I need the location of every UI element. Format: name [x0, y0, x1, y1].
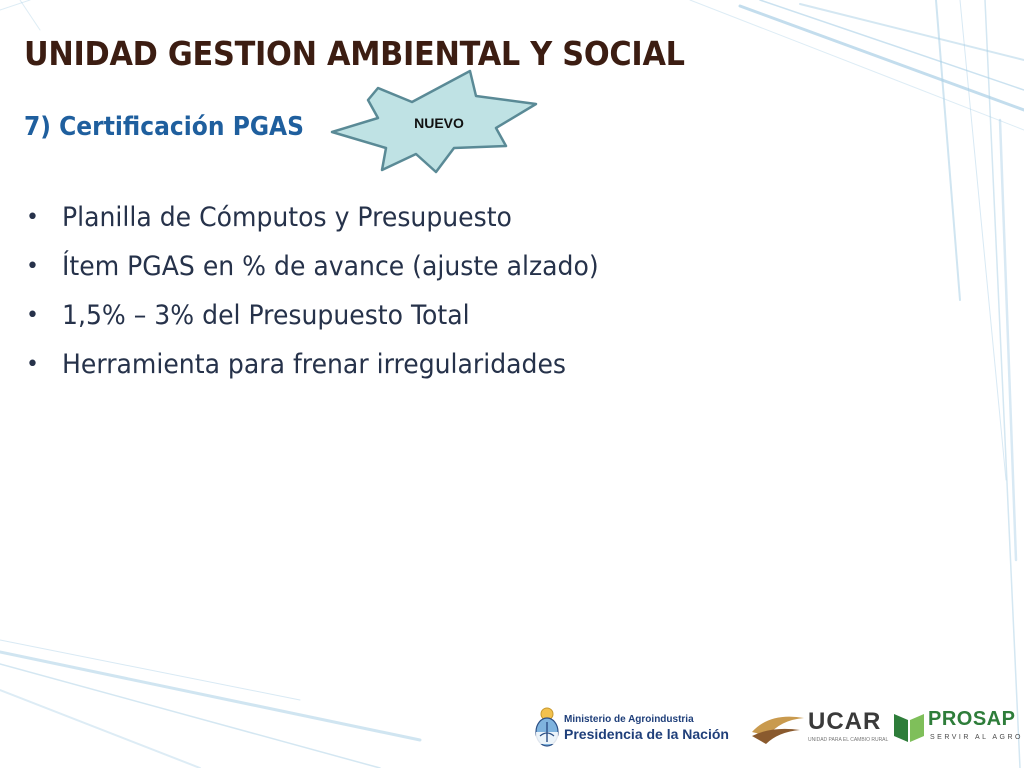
list-item	[24, 343, 639, 392]
footer-logos	[534, 704, 1023, 754]
new-badge	[330, 68, 540, 178]
prosap-tagline: SERVIR AL AGRO	[930, 734, 1023, 741]
slide-subtitle: 7) Certificación PGAS	[24, 112, 305, 142]
prosap-leaf-icon	[894, 710, 924, 742]
bullet-list	[24, 196, 639, 392]
ucar-logo	[750, 704, 889, 750]
bullet-point: •	[26, 303, 39, 328]
bullet-point: •	[26, 254, 39, 279]
ministerio-line-1: Ministerio de Agroindustria	[564, 714, 694, 725]
list-item	[24, 196, 639, 245]
bullet-point: •	[26, 352, 39, 377]
bullet-text: 1,5% – 3% del Presupuesto Total	[62, 300, 470, 331]
bullet-text: Ítem PGAS en % de avance (ajuste alzado)	[62, 251, 599, 282]
prosap-logo	[894, 704, 1023, 750]
bullet-text: Herramienta para frenar irregularidades	[62, 349, 567, 380]
ministerio-line-2: Presidencia de la Nación	[564, 726, 729, 742]
ucar-tagline: UNIDAD PARA EL CAMBIO RURAL	[808, 737, 889, 743]
list-item	[24, 294, 639, 343]
ministerio-logo	[534, 704, 734, 750]
prosap-name: PROSAP	[928, 708, 1016, 730]
bullet-point: •	[26, 205, 39, 230]
bullet-text: Planilla de Cómputos y Presupuesto	[62, 202, 512, 233]
coat-of-arms-icon	[534, 706, 560, 748]
ucar-name: UCAR	[808, 708, 882, 735]
list-item	[24, 245, 639, 294]
slide-title: UNIDAD GESTION AMBIENTAL Y SOCIAL	[24, 34, 685, 73]
ucar-swoosh-icon	[750, 710, 806, 746]
new-badge-label: NUEVO	[414, 115, 464, 131]
